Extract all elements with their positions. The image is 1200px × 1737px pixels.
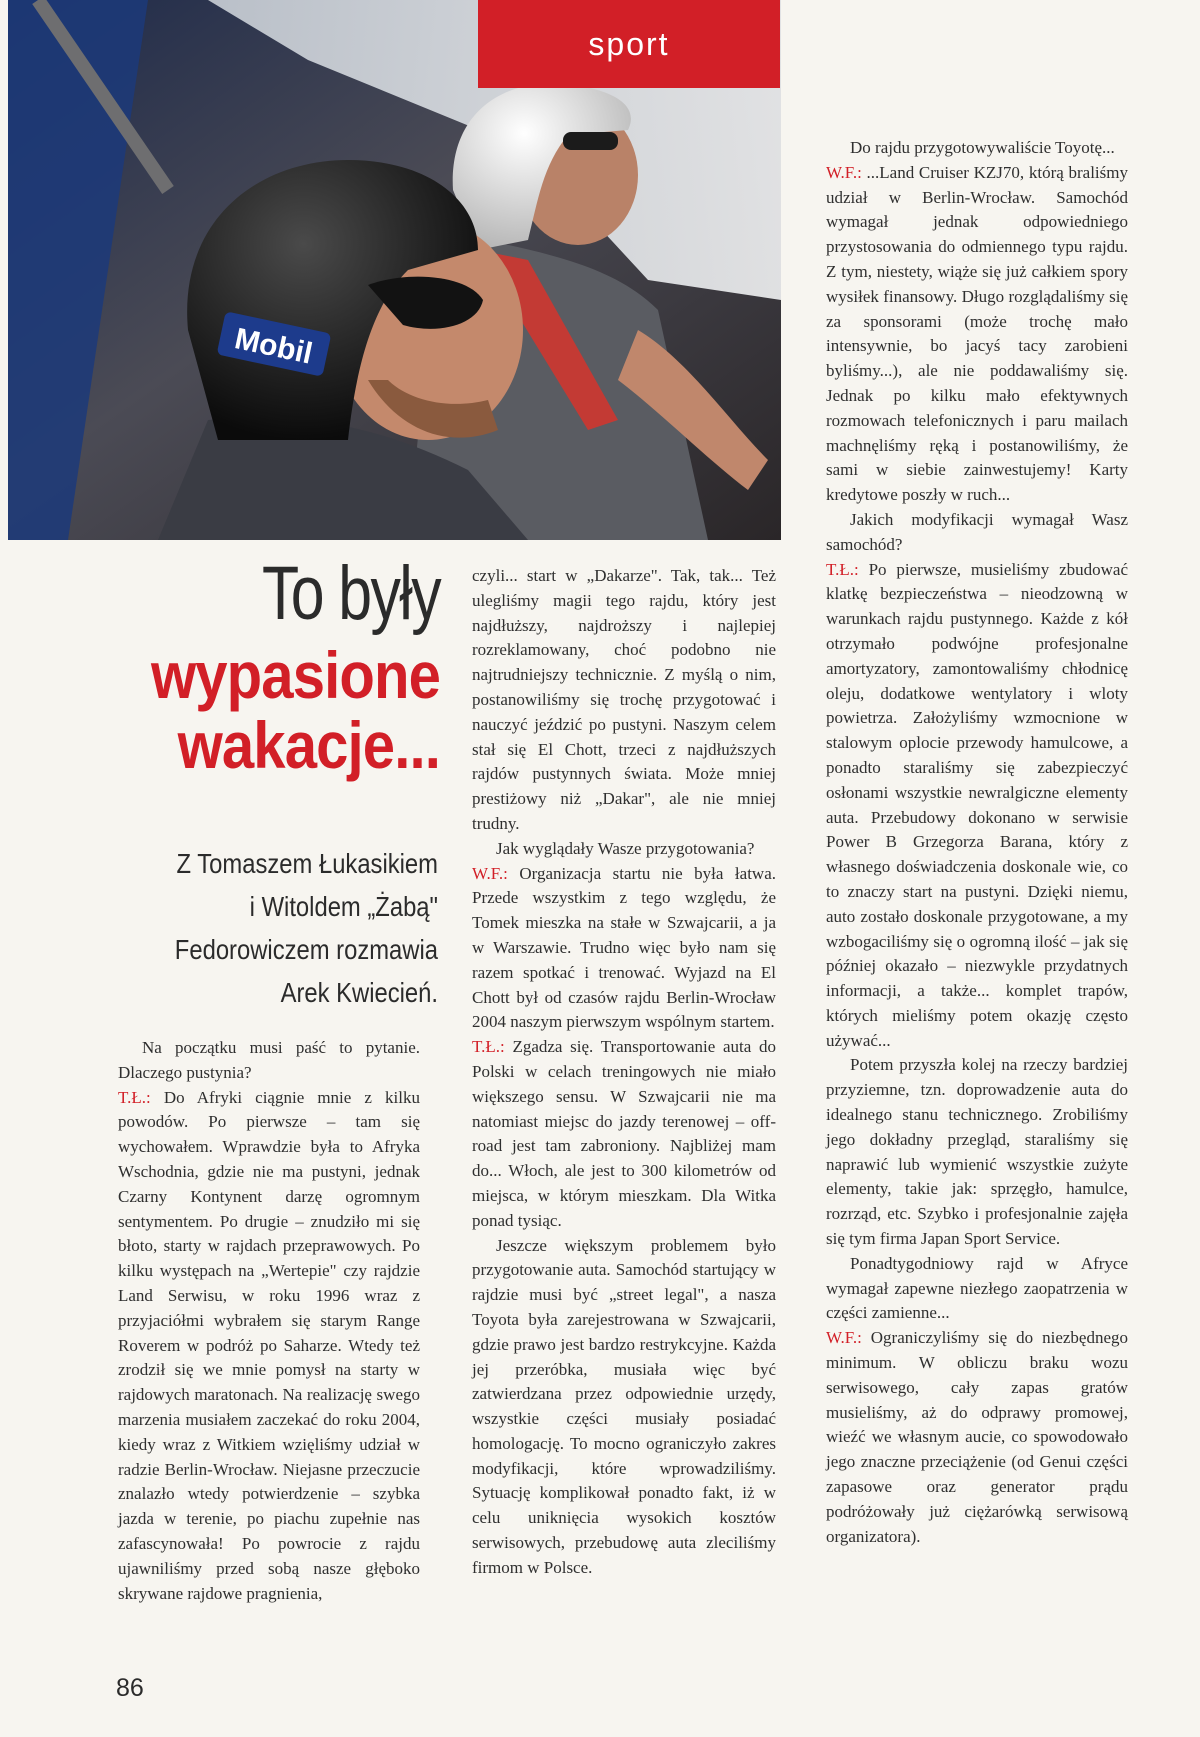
- paragraph-text: czyli... start w „Dakarze". Tak, tak... Też ulegliśmy magii tego rajdu, który jest najdłuższy, najdroższy i najlepiej rozreklamowany, choć podobno nie najtrudniejszy technicznie. Z myślą o nim, postanowiliśmy się trochę przygotować i nauczyć jeździć po pustyni. Naszym celem stał się El Chott, trzeci z najdłuższych rajdów pustynnych świata. Może mniej prestiżowy niż „Dakar", ale nie mniej trudny.: [472, 566, 776, 833]
- paragraph-text: Po pierwsze, musieliśmy zbudować klatkę bezpieczeństwa – nieodzowną w warunkach rajdu pustynnego. Każde z kół otrzymało podwójne profesjonalne amortyzatory, zamontowaliśmy chłodnicę oleju, dodatkowe wentylatory i wloty powietrza. Założyliśmy wzmocnione w stalowym oplocie przewody hamulcowe, a ponadto staraliśmy się zabezpieczyć osłonami wszystkie newralgiczne elementy auta. Przebudowy dokonano w serwisie Power B Grzegorza Barana, który z własnego doświadczenia doskonale wie, co to znaczy start na pustyni. Dzięki niemu, auto zostało doskonale przygotowane, a my wzbogaciliśmy się o ogromną ilość – jak się później okazało – niezwykle przydatnych informacji, a także... komplet trapów, których mieliśmy potem okazję często używać...: [826, 559, 1128, 1050]
- paragraph-text: Zgadza się. Transportowanie auta do Polski w celach treningowych nie miało większego sensu. W Szwajcarii nie ma natomiast miejsc do jazdy terenowej – off-road jest tam zabroniony. Najbliżej mam do... Włoch, ale jest to 300 kilometrów od miejsca, w którym mieszkam. Dla Witka ponad tysiąc.: [472, 1037, 776, 1230]
- lead-line-3: Fedorowiczem rozmawia: [174, 934, 438, 965]
- paragraph-text: Jakich modyfikacji wymagał Wasz samochód?: [826, 509, 1128, 554]
- paragraph-text: Ponadtygodniowy rajd w Afryce wymagał zapewne niezłego zaopatrzenia w części zamienne...: [826, 1253, 1128, 1323]
- paragraph: [826, 558, 1128, 1054]
- paragraph: [472, 837, 776, 862]
- speaker-label: W.F.:: [826, 1328, 862, 1348]
- article-title: [60, 551, 441, 782]
- paragraph: [826, 1053, 1128, 1251]
- speaker-label: W.F.:: [826, 162, 862, 182]
- paragraph: [826, 136, 1128, 161]
- paragraph: [472, 1035, 776, 1233]
- page-number: 86: [116, 1674, 144, 1702]
- paragraph-text: Potem przyszła kolej na rzeczy bardziej przyziemne, tzn. doprowadzenie auta do idealnego stanu technicznego. Zrobiliśmy jego dokładny przegląd, staraliśmy się naprawić lub wymienić wszystkie zużyte elementy, takie jak: sprzęgło, hamulce, rozrząd, etc. Szybko i profesjonalnie zajęła się tym firma Japan Sport Service.: [826, 1055, 1128, 1249]
- lead-line-4: Arek Kwiecień.: [280, 977, 438, 1008]
- paragraph: [472, 564, 776, 837]
- paragraph: [472, 1234, 776, 1581]
- paragraph: [826, 1326, 1128, 1549]
- paragraph: [118, 1086, 420, 1607]
- paragraph-text: ...Land Cruiser KZJ70, którą braliśmy udział w Berlin-Wrocław. Samochód wymagał jednak odpowiedniego przystosowania do odmiennego typu rajdu. Z tym, niestety, wiąże się już całkiem spory wysiłek finansowy. Długo rozglądaliśmy się za sponsorami (może trochę mało intensywnie, bo jacyś tacy zarobieni byliśmy...), ale nie poddawaliśmy się. Jednak po kilku mało efektywnych rozmowach telefonicznych i paru mailach machnęliśmy ręką i postanowiliśmy, że sami w siebie zainwestujemy! Karty kredytowe poszły w ruch...: [826, 162, 1128, 505]
- text-column-2: [472, 564, 776, 1581]
- title-line-2: wypasione: [150, 638, 441, 712]
- text-column-3: [826, 136, 1128, 1549]
- title-line-1: To były: [261, 551, 440, 636]
- speaker-label: T.Ł.:: [826, 559, 859, 579]
- paragraph-text: Jak wyglądały Wasze przygotowania?: [496, 838, 755, 858]
- paragraph: [118, 1036, 420, 1086]
- paragraph: [826, 161, 1128, 508]
- paragraph-text: Ograniczyliśmy się do niezbędnego minimum. W obliczu braku wozu serwisowego, cały zapas gratów musieliśmy, aż do odprawy promowej, wieźć we własnym aucie, co spowodowało jego znaczne przeciążenie (od Genui części zapasowe oraz generator prądu podróżowały już ciężarówką serwisową organizatora).: [826, 1328, 1128, 1546]
- paragraph: [472, 862, 776, 1036]
- speaker-label: W.F.:: [472, 863, 508, 883]
- text-column-1: [118, 1036, 420, 1606]
- lead-line-2: i Witoldem „Żabą": [249, 891, 438, 922]
- section-tab: sport: [478, 0, 780, 88]
- speaker-label: T.Ł.:: [118, 1087, 151, 1107]
- helmet-logo-text: Mobil: [231, 322, 316, 371]
- lead-line-1: Z Tomaszem Łukasikiem: [176, 848, 438, 879]
- paragraph: [826, 1252, 1128, 1326]
- paragraph-text: Jeszcze większym problemem było przygotowanie auta. Samochód startujący w rajdzie musi być „street legal", a nasza Toyota była zarejestrowana w Szwajcarii, gdzie prawo jest bardzo restrykcyjne. Każda jej przeróbka, musiała więc być zatwierdzana przez odpowiednie urzędy, wszystkie części musiały posiadać homologację. To mocno ograniczyło zakres modyfikacji, które wprowadziliśmy. Sytuację komplikował ponadto fakt, iż w celu uniknięcia wysokich kosztów serwisowych, przebudowę auta zleciliśmy firmom w Polsce.: [472, 1235, 776, 1577]
- paragraph-text: Na początku musi paść to pytanie. Dlaczego pustynia?: [118, 1038, 420, 1082]
- speaker-label: T.Ł.:: [472, 1037, 505, 1057]
- paragraph-text: Organizacja startu nie była łatwa. Przede wszystkim z tego względu, że Tomek mieszka na stałe w Szwajcarii, a ja w Warszawie. Trudno więc było nam się razem spotkać i trenować. Wyjazd na El Chott był od czasów rajdu Berlin-Wrocław 2004 naszym pierwszym wspólnym startem.: [472, 863, 776, 1032]
- title-line-3: wakacje...: [177, 708, 440, 782]
- paragraph-text: Do Afryki ciągnie mnie z kilku powodów. Po pierwsze – tam się wychowałem. Wprawdzie była to Afryka Wschodnia, gdzie nie ma pustyni, jednak Czarny Kontynent darzę ogromnym sentymentem. Po drugie – znudziło mi się błoto, starty w rajdach przeprawowych. Po kilku występach na „Wertepie" czy rajdzie Land Serwisu, w roku 1996 wraz z przyjaciółmi wybrałem się starym Range Roverem w podróż po Saharze. Wtedy też zrodził się we mnie pomysł na starty w rajdowych maratonach. Na realizację swego marzenia musiałem zaczekać do roku 2004, kiedy wraz z Witkiem wzięliśmy udział w radzie Berlin-Wrocław. Niejasne przeczucie znalazło wtedy potwierdzenie – szybka jazda w terenie, po piachu zupełnie nas zafascynowała! Po powrocie z rajdu ujawniliśmy przed sobą nasze głęboko skrywane rajdowe pragnienia,: [118, 1087, 420, 1603]
- article-lead: [110, 842, 438, 1014]
- paragraph: [826, 508, 1128, 558]
- paragraph-text: Do rajdu przygotowywaliście Toyotę...: [850, 138, 1115, 157]
